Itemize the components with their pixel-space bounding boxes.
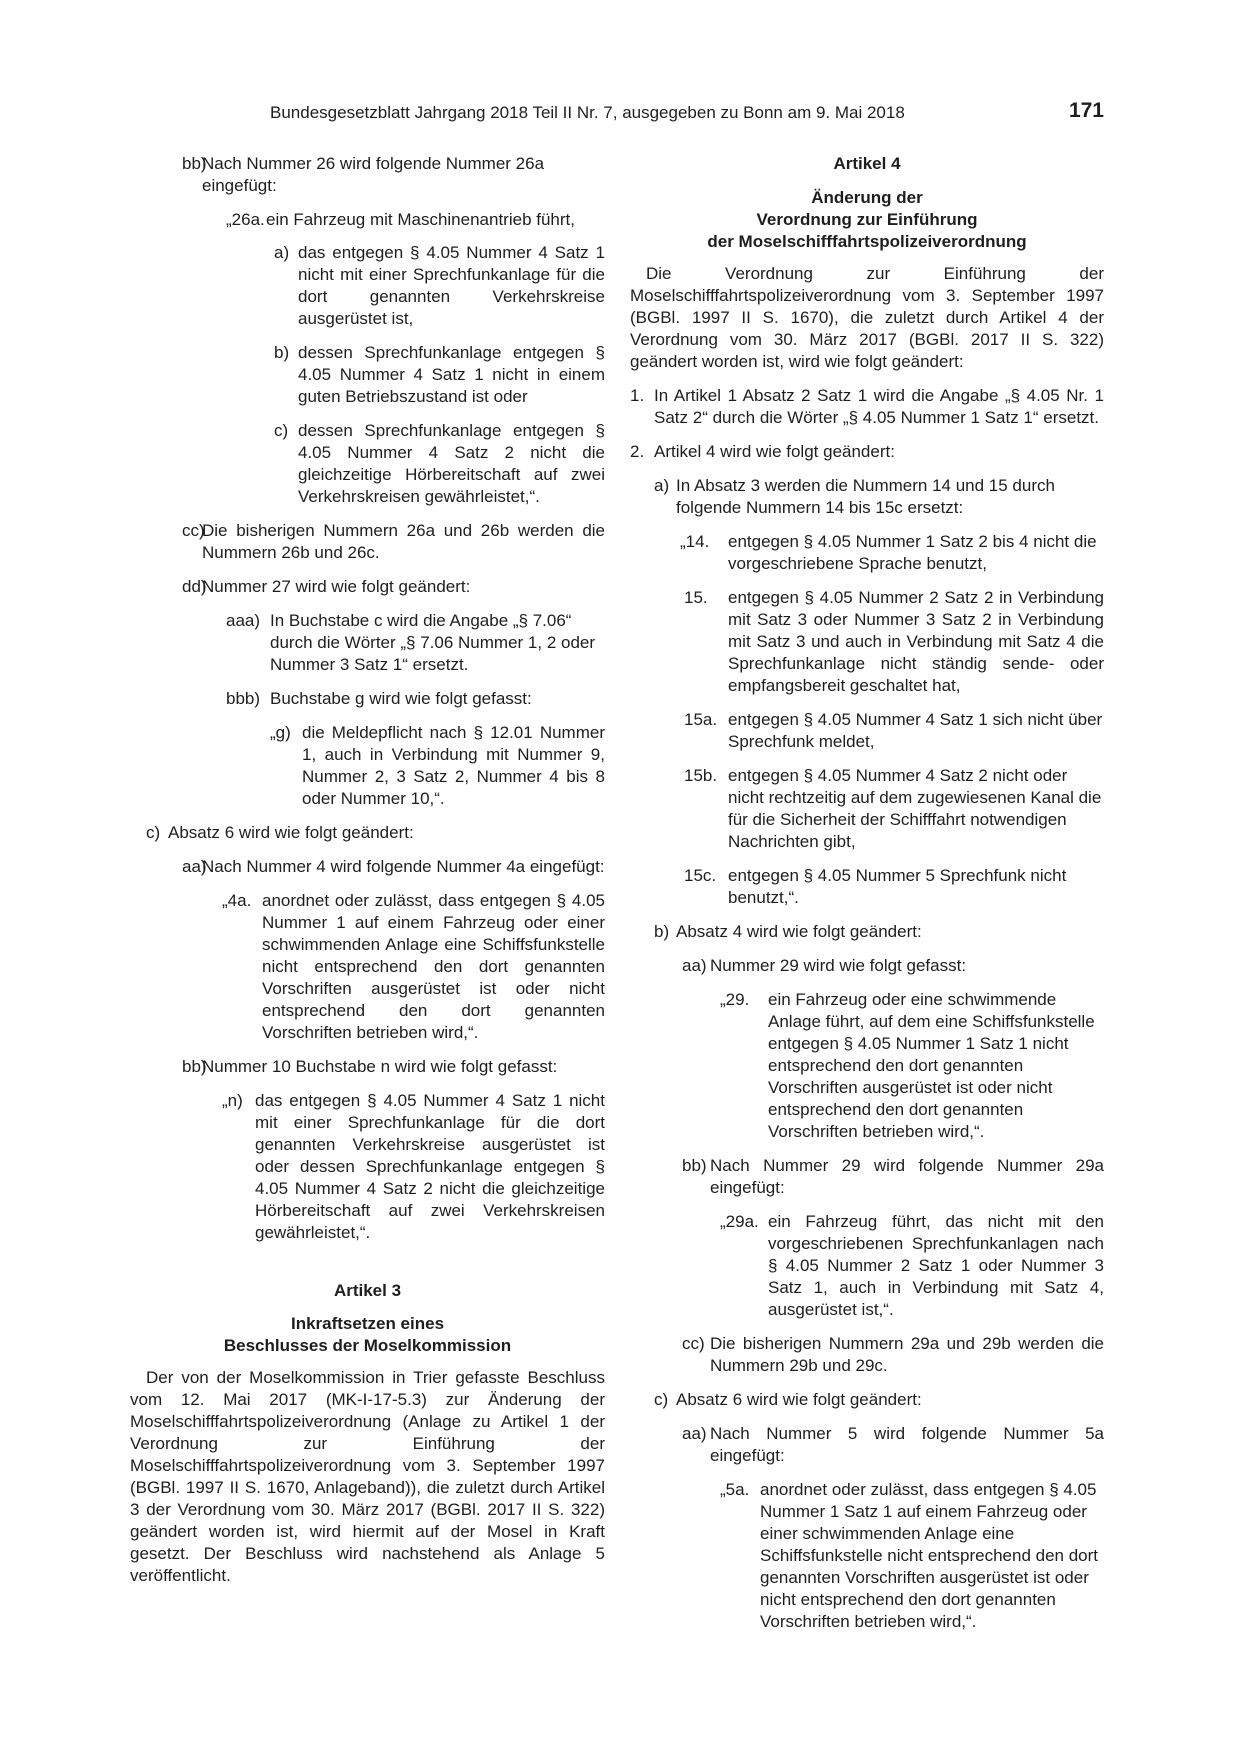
- item-text: Nach Nummer 5 wird folgende Nummer 5a eingefügt:: [710, 1424, 1104, 1465]
- item-text: Artikel 4 wird wie folgt geändert:: [654, 442, 895, 461]
- list-item-n: [130, 1090, 605, 1244]
- item-marker: 15.: [684, 588, 708, 607]
- item-text: anordnet oder zulässt, dass entgegen § 4.05 Nummer 1 auf einem Fahrzeug oder einer schwimmenden Anlage eine Schiffsfunkstelle nicht entsprechend den dort genannten Vorschriften ausgerüstet ist oder nicht entsprechend den dort genannten Vorschriften betrieben wird,“.: [262, 891, 605, 1042]
- item-text: dessen Sprechfunkanlage entgegen § 4.05 Nummer 4 Satz 1 nicht in einem guten Betriebszustand ist oder: [298, 343, 605, 406]
- article-4-subtitle-line2: Verordnung zur Einführung: [756, 210, 978, 229]
- list-item-26a: [130, 209, 605, 231]
- item-text: In Artikel 1 Absatz 2 Satz 1 wird die Angabe „§ 4.05 Nr. 1 Satz 2“ durch die Wörter „§ 4.05 Nummer 1 Satz 1“ ersetzt.: [654, 386, 1104, 427]
- item-text: entgegen § 4.05 Nummer 4 Satz 1 sich nicht über Sprechfunk meldet,: [728, 710, 1103, 751]
- item-marker: aa): [182, 857, 207, 876]
- item-marker: b): [654, 922, 670, 941]
- list-item-15: [630, 587, 1104, 697]
- item-text: In Buchstabe c wird die Angabe „§ 7.06“ durch die Wörter „§ 7.06 Nummer 1, 2 oder Nummer 3 Satz 1“ ersetzt.: [270, 611, 596, 674]
- list-item-a: [630, 475, 1104, 519]
- item-marker: „4a.: [222, 891, 252, 910]
- item-text: entgegen § 4.05 Nummer 1 Satz 2 bis 4 nicht die vorgeschriebene Sprache benutzt,: [728, 532, 1097, 573]
- item-marker: bb): [182, 1057, 207, 1076]
- article-4-subtitle-line3: der Moselschifffahrtspolizeiverordnung: [707, 232, 1027, 251]
- item-text: Nummer 29 wird wie folgt gefasst:: [710, 956, 967, 975]
- item-text: Absatz 6 wird wie folgt geändert:: [168, 823, 414, 842]
- list-item-c-absatz6: [130, 822, 605, 844]
- list-item-bbb: [130, 688, 605, 710]
- item-marker: „26a.: [226, 210, 265, 229]
- list-item-aa: [130, 856, 605, 878]
- item-text: die Meldepflicht nach § 12.01 Nummer 1, auch in Verbindung mit Nummer 9, Nummer 2, 3 Satz 2, Nummer 4 bis 8 oder Nummer 10,“.: [302, 723, 605, 808]
- right-column: [630, 153, 1104, 1645]
- list-item-29: [630, 989, 1104, 1143]
- item-text: anordnet oder zulässt, dass entgegen § 4.05 Nummer 1 Satz 1 auf einem Fahrzeug oder einer schwimmenden Anlage eine Schiffsfunkstelle nicht entsprechend den dort genannten Vorschriften ausgerüstet ist oder nicht entsprechend den dort genannten Vorschriften betrieben wird,“.: [760, 1480, 1099, 1631]
- list-item-aaa: [130, 610, 605, 676]
- item-marker: „g): [270, 723, 291, 742]
- item-marker: bb): [182, 154, 207, 173]
- article-3-subtitle-line1: Inkraftsetzen eines: [290, 1314, 445, 1333]
- list-item-bb: [630, 1155, 1104, 1199]
- item-marker: 15a.: [684, 710, 718, 729]
- list-item-b: [630, 921, 1104, 943]
- list-item-4a: [130, 890, 605, 1044]
- list-item-c: [130, 420, 605, 508]
- list-item-5a: [630, 1479, 1104, 1633]
- list-item-15b: [630, 765, 1104, 853]
- header-title: Bundesgesetzblatt Jahrgang 2018 Teil II Nr. 7, ausgegeben zu Bonn am 9. Mai 2018: [270, 103, 905, 122]
- page-number: 171: [1068, 99, 1104, 122]
- item-marker: 1.: [630, 386, 645, 405]
- list-item-bb-10n: [130, 1056, 605, 1078]
- item-text: das entgegen § 4.05 Nummer 4 Satz 1 nicht mit einer Sprechfunkanlage für die dort genannten Verkehrskreise ausgerüstet ist oder dessen Sprechfunkanlage entgegen § 4.05 Nummer 4 Satz 2 nicht die gleichzeitige Hörbereitschaft auf zwei Verkehrskreisen gewährleistet,“.: [255, 1091, 605, 1242]
- item-text: Die bisherigen Nummern 29a und 29b werden die Nummern 29b und 29c.: [710, 1334, 1104, 1375]
- item-marker: c): [146, 823, 161, 842]
- list-item-aa: [630, 955, 1104, 977]
- item-text: Buchstabe g wird wie folgt gefasst:: [270, 689, 532, 708]
- list-item-15a: [630, 709, 1104, 753]
- item-marker: bbb): [226, 689, 261, 708]
- item-marker: 15c.: [684, 866, 717, 885]
- item-marker: aa): [682, 956, 707, 975]
- list-item-a: [130, 242, 605, 330]
- item-text: das entgegen § 4.05 Nummer 4 Satz 1 nicht mit einer Sprechfunkanlage für die dort genannten Verkehrskreise ausgerüstet ist,: [298, 243, 605, 328]
- list-item-cc: [130, 520, 605, 564]
- item-marker: dd): [182, 577, 207, 596]
- list-item-15c: [630, 865, 1104, 909]
- item-text: ein Fahrzeug oder eine schwimmende Anlage führt, auf dem eine Schiffsfunkstelle entgegen § 4.05 Nummer 1 Satz 1 nicht entsprechend den dort genannten Vorschriften ausgerüstet ist oder nicht entsprechend den dort genannten Vorschriften betrieben wird,“.: [768, 990, 1095, 1141]
- list-item-2: [630, 441, 1104, 463]
- list-item-bb-26a: [130, 153, 605, 197]
- item-text: Absatz 4 wird wie folgt geändert:: [676, 922, 922, 941]
- item-marker: 15b.: [684, 766, 718, 785]
- list-item-g: [130, 722, 605, 810]
- item-text: entgegen § 4.05 Nummer 4 Satz 2 nicht oder nicht rechtzeitig auf dem zugewiesenen Kanal die für die Sicherheit der Schifffahrt notwendigen Nachrichten gibt,: [728, 766, 1102, 851]
- item-text: Nummer 27 wird wie folgt geändert:: [202, 577, 471, 596]
- item-text: Nach Nummer 4 wird folgende Nummer 4a eingefügt:: [202, 857, 605, 876]
- item-text: entgegen § 4.05 Nummer 5 Sprechfunk nicht benutzt,“.: [728, 866, 1067, 907]
- list-item-c: [630, 1389, 1104, 1411]
- item-marker: bb): [682, 1156, 707, 1175]
- item-text: Nummer 10 Buchstabe n wird wie folgt gefasst:: [202, 1057, 558, 1076]
- left-column: [130, 153, 605, 1599]
- item-text: Nach Nummer 29 wird folgende Nummer 29a eingefügt:: [710, 1156, 1104, 1197]
- item-text: entgegen § 4.05 Nummer 2 Satz 2 in Verbindung mit Satz 3 oder Nummer 3 Satz 2 in Verbindung mit Satz 3 und auch in Verbindung mit Satz 4 die Sprechfunkanlage nicht ständig sende- oder empfangsbereit geschaltet hat,: [728, 588, 1104, 695]
- list-item-dd: [130, 576, 605, 598]
- item-text: Nach Nummer 26 wird folgende Nummer 26a eingefügt:: [202, 154, 545, 195]
- running-header: [130, 100, 1104, 126]
- article-4-intro: Die Verordnung zur Einführung der Moselschifffahrtspolizeiverordnung vom 3. September 1997 (BGBl. 1997 II S. 1670), die zuletzt durch Artikel 4 der Verordnung vom 30. März 2017 (BGBl. 2017 II S. 322) geändert worden ist, wird wie folgt geändert:: [630, 264, 1104, 371]
- article-3-body: Der von der Moselkommission in Trier gefasste Beschluss vom 12. Mai 2017 (MK-I-17-5.3) zur Änderung der Moselschifffahrtspolizeiverordnung (Anlage zu Artikel 1 der Verordnung zur Einführung der Moselschifffahrtspolizeiverordnung vom 3. September 1997 (BGBl. 1997 II S. 1670, Anlageband)), die zuletzt durch Artikel 3 der Verordnung vom 30. März 2017 (BGBl. 2017 II S. 322) geändert worden ist, wird hiermit auf der Mosel in Kraft gesetzt. Der Beschluss wird nachstehend als Anlage 5 veröffentlicht.: [130, 1368, 605, 1585]
- item-marker: a): [274, 243, 290, 262]
- item-marker: „5a.: [720, 1480, 750, 1499]
- item-marker: aaa): [226, 611, 261, 630]
- list-item-b: [130, 342, 605, 408]
- article-3-subtitle-line2: Beschlusses der Moselkommission: [223, 1336, 512, 1355]
- item-text: Absatz 6 wird wie folgt geändert:: [676, 1390, 922, 1409]
- item-marker: 2.: [630, 442, 645, 461]
- item-marker: aa): [682, 1424, 707, 1443]
- list-item-14: [630, 531, 1104, 575]
- item-text: ein Fahrzeug mit Maschinenantrieb führt,: [266, 210, 575, 229]
- article-4-subtitle-line1: Änderung der: [811, 188, 923, 207]
- list-item-29a: [630, 1211, 1104, 1321]
- article-3-title: Artikel 3: [333, 1281, 402, 1300]
- item-text: ein Fahrzeug führt, das nicht mit den vorgeschriebenen Sprechfunkanlagen nach § 4.05 Nummer 2 Satz 1 oder Nummer 3 Satz 1, auch in Verbindung mit Satz 4, ausgerüstet ist,“.: [768, 1212, 1104, 1319]
- article-4-title: Artikel 4: [833, 154, 901, 173]
- item-marker: cc): [682, 1334, 705, 1353]
- item-marker: b): [274, 343, 290, 362]
- list-item-aa-5a: [630, 1423, 1104, 1467]
- item-marker: „29a.: [720, 1212, 759, 1231]
- item-marker: „n): [222, 1091, 243, 1110]
- item-marker: a): [654, 476, 670, 495]
- item-marker: „14.: [680, 532, 710, 551]
- list-item-1: [630, 385, 1104, 429]
- item-text: Die bisherigen Nummern 26a und 26b werden die Nummern 26b und 26c.: [202, 521, 605, 562]
- item-marker: cc): [182, 521, 205, 540]
- item-marker: c): [654, 1390, 669, 1409]
- item-text: dessen Sprechfunkanlage entgegen § 4.05 Nummer 4 Satz 2 nicht die gleichzeitige Hörbereitschaft auf zwei Verkehrskreisen gewährleistet,“.: [298, 421, 605, 506]
- item-marker: „29.: [720, 990, 750, 1009]
- list-item-cc: [630, 1333, 1104, 1377]
- item-marker: c): [274, 421, 289, 440]
- item-text: In Absatz 3 werden die Nummern 14 und 15 durch folgende Nummern 14 bis 15c ersetzt:: [676, 476, 1055, 517]
